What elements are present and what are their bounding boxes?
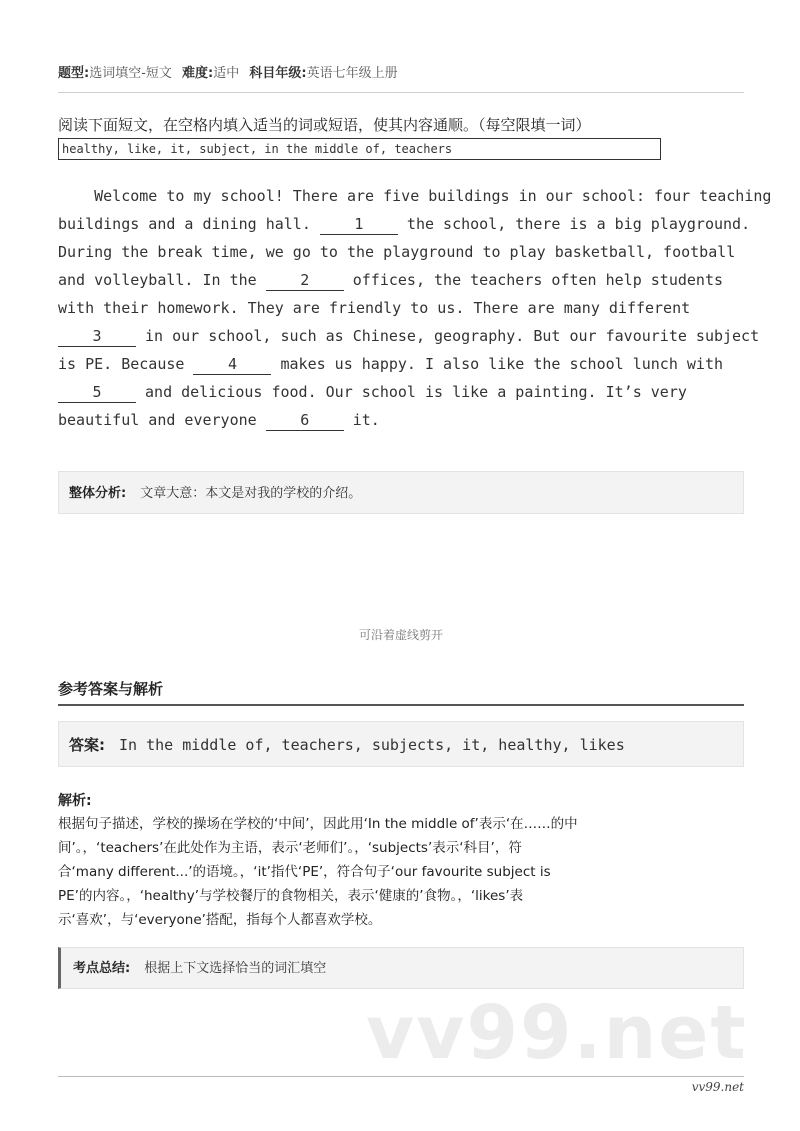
analysis-line: PE’的内容。，‘healthy’与学校餐厅的食物相关，表示‘健康的’食物。，‘likes’表 [58,888,524,904]
passage-text: buildings and a dining hall. [58,215,320,233]
cut-note: 可沿着虚线剪开 [358,628,443,642]
passage-line [58,210,751,238]
blank-2[interactable]: 2 [266,270,344,291]
passage-line [58,406,744,434]
overall-analysis-box [58,471,744,514]
blank-1[interactable]: 1 [320,214,398,235]
analysis-text [58,812,748,932]
analysis-line: 根据句子描述，学校的操场在学校的‘中间’，因此用‘In the middle of’表示‘在……的中 [58,816,578,832]
analysis-line: 间’。，‘teachers’在此处作为主语，表示‘老师们’。，‘subjects’表示‘科目’，符 [58,840,522,856]
answer-section-divider [58,704,744,706]
answer-label: 答案: [69,736,105,754]
passage-line [58,266,744,294]
passage-text: During the break time, we go to the playground to play basketball, football [58,243,736,261]
answer-section-title: 参考答案与解析 [58,680,164,698]
overall-label: 整体分析: [69,486,127,501]
question-meta [58,62,404,81]
passage-text: it. [343,411,380,429]
blank-4[interactable]: 4 [193,354,271,375]
blank-3[interactable]: 3 [58,326,136,347]
summary-label: 考点总结: [73,961,131,976]
answer-value: In the middle of, teachers, subjects, it, healthy, likes [119,736,625,754]
blank-6[interactable]: 6 [266,410,344,431]
grade-label: 科目年级: [249,66,307,81]
passage-text: Welcome to my school! There are five buildings in our school: four teaching [58,187,772,205]
summary-box [58,947,744,989]
instruction: 阅读下面短文，在空格内填入适当的词或短语，使其内容通顺。（每空限填一词） [58,116,591,134]
answer-box [58,721,744,767]
type-label: 题型: [58,66,90,81]
passage-line [58,378,744,406]
passage-text: with their homework. They are friendly to us. There are many different [58,299,691,317]
difficulty-label: 难度: [182,66,214,81]
summary-text: 根据上下文选择恰当的词汇填空 [144,961,327,976]
passage-text: offices, the teachers often help students [343,271,724,289]
passage-text: makes us happy. I also like the school lunch with [271,355,724,373]
analysis-line: 合‘many different...’的语境。，‘it’指代‘PE’，符合句子‘our favourite subject is [58,864,551,880]
footer-site: vv99.net [691,1080,744,1094]
word-bank: healthy, like, it, subject, in the middle of, teachers [58,138,661,160]
analysis-line: 示‘喜欢’，与‘everyone’搭配，指每个人都喜欢学校。 [58,912,382,928]
overall-text: 文章大意：本文是对我的学校的介绍。 [140,486,362,501]
footer-divider [58,1076,744,1077]
passage-text: and volleyball. In the [58,271,266,289]
watermark: vv99.net [366,990,748,1076]
passage-text: beautiful and everyone [58,411,266,429]
grade-value: 英语七年级上册 [306,66,398,81]
passage-line [58,350,744,378]
passage-line [58,182,772,210]
type-value: 选词填空-短文 [89,66,172,81]
passage-text: in our school, such as Chinese, geography. But our favourite subject [136,327,760,345]
blank-5[interactable]: 5 [58,382,136,403]
passage-line [58,238,744,266]
passage [58,182,772,434]
analysis-label: 解析: [58,793,92,809]
top-divider [58,92,744,93]
passage-text: and delicious food. Our school is like a painting. It’s very [136,383,687,401]
difficulty-value: 适中 [213,66,240,81]
passage-text: the school, there is a big playground. [397,215,751,233]
passage-text: is PE. Because [58,355,194,373]
passage-line [58,322,760,350]
passage-line [58,294,744,322]
